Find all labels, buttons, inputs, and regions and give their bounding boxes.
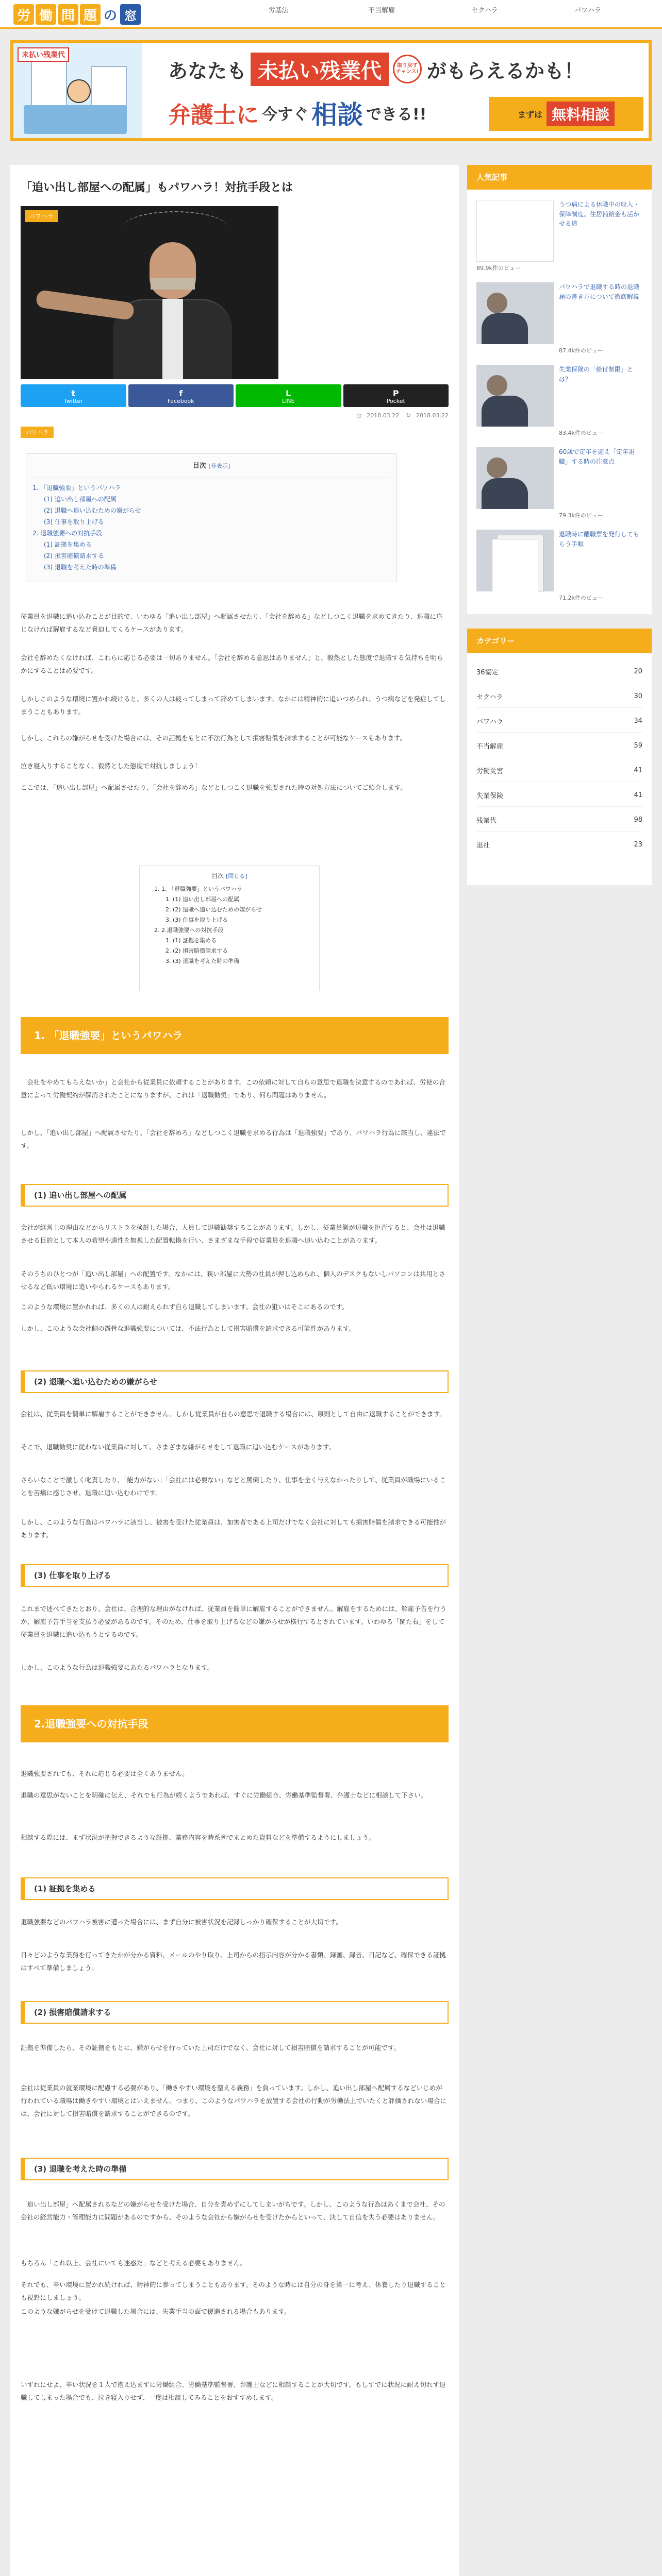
toc-item[interactable]: 2. (2) 退職へ追い込むための嫌がらせ	[166, 906, 262, 913]
page-title: 「追い出し部屋への配属」もパワハラ！対抗手段とは	[21, 181, 293, 194]
category-item[interactable]	[476, 834, 642, 856]
share-buttons	[21, 384, 449, 407]
table-of-contents-secondary	[139, 866, 320, 991]
body-paragraph: これまで述べてきたとおり、会社は、合理的な理由がなければ、従業員を簡単に解雇することができません。解雇をするためには、解雇予告を行うか、解雇予告手当を支払う必要があるのです。そのため、仕事を取り上げるなどの嫌がらせが横行するとされています。いわゆる「閑た右」をして従業員を退職に追い込もうとするのです。	[21, 1605, 446, 1638]
categories-heading: カテゴリー	[467, 629, 652, 653]
nav-item-power-harassment[interactable]: パワハラ	[574, 7, 601, 14]
body-paragraph: しかしこのような環境に置かれ続けると、多くの人は疲ってしまって辞めてしまいます。なかには精神的に追いつめられ、うつ病などを発症してしまうこともあります。	[21, 695, 446, 716]
toc-title: 目次	[211, 872, 224, 879]
popular-post-title[interactable]: 退職時に離職票を発行してもらう手順	[559, 531, 640, 548]
toc-list	[32, 478, 391, 573]
body-paragraph: 退職強要などのパワハラ被害に遭った場合には、まず自分に被害状況を記録しっかり確保することが大切です。	[21, 1918, 343, 1926]
banner-illustration	[13, 43, 142, 138]
popular-post-thumbnail[interactable]	[476, 365, 554, 427]
banner-highlight: 未払い残業代	[251, 53, 389, 86]
post-dates	[21, 412, 449, 421]
toc-item[interactable]: 3. (3) 仕事を取り上げる	[166, 917, 228, 923]
popular-post-views: 71.2k件のビュー	[559, 595, 603, 601]
popular-posts	[467, 190, 652, 614]
category-count: 98	[634, 816, 642, 824]
facebook-share-button[interactable]: f Facebook	[128, 384, 234, 407]
body-paragraph: 退職の意思がないことを明確に伝え、それでも行為が続くようであれば、すぐに労働組合、労働基準監督署、弁護士などに相談して下さい。	[21, 1791, 427, 1799]
popular-post[interactable]	[476, 282, 642, 361]
banner-text: 弁護士に	[168, 102, 259, 128]
category-item[interactable]	[476, 685, 642, 708]
body-paragraph: 会社が経営上の理由などからリストラを検討した場合、人員して退職勧奨することがあります。しかし、従業員側が退職を拒否すると、会社は退職させる目的として本人の希望や適性を無視した配置転換を行い、さまざまな手段で従業員を退職へ追い込むことがあります。	[21, 1224, 445, 1244]
facebook-icon: f	[179, 388, 183, 398]
category-item[interactable]	[476, 710, 642, 733]
twitter-share-button[interactable]: t Twitter	[21, 384, 126, 407]
toc-item[interactable]: 2. (2) 損害賠償請求する	[166, 947, 228, 954]
body-paragraph: しかし、これらの嫌がらせを受けた場合には、その証拠をもとに不法行為として損害賠償を請求することが可能なケースもあります。	[21, 734, 407, 742]
banner-text: 今すぐ	[262, 106, 308, 124]
published-date: 2018.03.22	[367, 412, 400, 419]
body-paragraph: さらいなことで激しく叱責したり、「能力がない」「会社には必要ない」などと罵倒したり、仕事を全く与えなかったりして、従業員が職場にいることを苦痛に感じさせ、退職に追い込むわけです。	[21, 1476, 446, 1497]
consultation-banner[interactable]	[10, 40, 652, 141]
line-share-button[interactable]: L LINE	[236, 384, 341, 407]
body-paragraph: 会社は従業員の就業環境に配慮する必要があり、「働きやすい環境を整える義務」を負っています。しかし、追い出し部屋へ配属するなどいじめが行われている職場は働きやすい環境とはいえません。つまり、このようなパワハラを放置する会社の行動が労働法上でいたくと評価されない場合には、会社に対して損害賠償を請求することができるのです。	[21, 2084, 446, 2117]
toc-item[interactable]: 1. (1) 追い出し部屋への配属	[166, 896, 240, 903]
subsection-heading: (3) 退職を考えた時の準備	[21, 2158, 449, 2180]
category-item[interactable]	[476, 660, 642, 683]
category-name[interactable]: 36協定	[476, 669, 499, 676]
toc-item[interactable]: (1) 追い出し部屋への配属	[44, 496, 117, 503]
body-paragraph: しかし、このような行為はパワハラに該当し、被害を受けた従業員は、加害者である上司だけでなく会社に対しても損害賠償を請求できる可能性があります。	[21, 1518, 446, 1539]
nav-item-labor-law[interactable]: 労基法	[268, 7, 289, 14]
banner-text: あなたも	[168, 59, 247, 82]
body-paragraph: ここでは、「追い出し部屋」へ配属させたり、「会社を辞めろ」などとしつこく退職を強要された時の対処方法についてご紹介します。	[21, 784, 407, 791]
main-content	[10, 165, 459, 2576]
popular-post-views: 79.3k件のビュー	[559, 512, 603, 519]
category-item[interactable]	[476, 784, 642, 807]
banner-tag: 未払い残業代	[18, 47, 69, 62]
body-paragraph: 従業員を退職に追い込むことが目的で、いわゆる「追い出し部屋」へ配属させたり、「会社を辞める」などしつこく退職を求めてきたり、退職に応じなければ解雇するなど脅迫してくるケースがあります。	[21, 613, 443, 633]
category-name[interactable]: 退社	[476, 842, 490, 850]
subsection-heading: (1) 追い出し部屋への配属	[21, 1184, 449, 1207]
toc-item[interactable]: (2) 損害賠償請求する	[44, 552, 104, 560]
banner-text: 相談	[311, 100, 363, 130]
toc-item[interactable]: 1. 「退職強要」というパワハラ	[32, 484, 121, 492]
popular-post[interactable]	[476, 200, 642, 278]
logo-char: 問	[58, 4, 78, 25]
subsection-heading: (2) 退職へ追い込むための嫌がらせ	[21, 1370, 449, 1393]
twitter-icon: t	[71, 388, 76, 398]
pocket-icon: P	[392, 388, 399, 398]
category-count: 41	[634, 791, 642, 799]
category-list	[467, 653, 652, 885]
logo-char: 題	[80, 4, 101, 25]
category-item[interactable]	[476, 735, 642, 757]
body-paragraph: しかし、このような行為は退職強要にあたるパワハラとなります。	[21, 1664, 214, 1671]
category-name[interactable]: 残業代	[476, 817, 497, 825]
eyecatch-category-tag[interactable]: パワハラ	[25, 210, 58, 222]
toc-title: 目次	[192, 462, 206, 470]
popular-post-title[interactable]: 失業保険の「給付制限」とは？	[559, 366, 634, 383]
refresh-icon: ↻	[406, 412, 411, 419]
body-paragraph: 相談する際には、まず状況が把握できるような証拠、業務内容を時系列でまとめた資料などを準備するようにしましょう。	[21, 1834, 375, 1841]
subsection-heading: (2) 損害賠償請求する	[21, 2001, 449, 2024]
popular-post[interactable]	[476, 530, 642, 608]
logo-char: 働	[36, 4, 56, 25]
toc-item[interactable]: (3) 仕事を取り上げる	[44, 518, 104, 526]
banner-text: がもらえるかも！	[427, 59, 584, 82]
popular-post-thumbnail[interactable]	[476, 282, 554, 344]
body-paragraph: 「追い出し部屋」へ配属されるなどの嫌がらせを受けた場合、自分を責めずにしてしまいがちです。しかし、このような行為はあくまで会社、その会社の経営能力・管理能力に問題があるのですから、そのような会社から嫌がらせを受けたからといって、決して自信を失う必要はありません。	[21, 2200, 445, 2221]
category-name[interactable]: 失業保険	[476, 792, 504, 800]
category-name[interactable]: セクハラ	[476, 693, 503, 701]
body-paragraph: 退職強要されても、それに応じる必要は全くありません。	[21, 1770, 189, 1777]
toc-item[interactable]: (2) 退職へ追い込むための嫌がらせ	[44, 507, 141, 514]
category-count: 20	[634, 668, 642, 675]
section-heading: 2.退職強要への対抗手段	[21, 1705, 449, 1742]
table-of-contents	[26, 453, 397, 582]
body-paragraph: もちろん「これ以上、会社にいても迷惑だ」などと考える必要もありません。	[21, 2259, 247, 2267]
free-consult-button[interactable]: まずは 無料相談	[489, 97, 643, 131]
popular-post-thumbnail[interactable]	[476, 200, 554, 262]
toc-item[interactable]: 2. 退職強要への対抗手段	[32, 530, 103, 537]
category-item[interactable]	[476, 759, 642, 782]
logo-char: 窓	[120, 4, 141, 25]
category-name[interactable]: パワハラ	[476, 718, 504, 726]
site-logo[interactable]	[13, 4, 141, 25]
toc-item[interactable]: 1. 1. 「退職強要」というパワハラ	[154, 886, 242, 892]
line-icon: L	[286, 388, 291, 398]
body-paragraph: このような嫌がらせを受けて退職した場合には、失業手当の面で優遇される場合もあります。	[21, 2308, 291, 2315]
popular-post-thumbnail[interactable]	[476, 530, 554, 591]
eyecatch-image	[21, 206, 278, 379]
clock-icon: ◷	[356, 412, 362, 419]
toc-item[interactable]: 2. 2.退職強要への対抗手段	[154, 927, 224, 934]
popular-post-title[interactable]: パワハラで退職する時の退職届の書き方について徹底解説	[559, 283, 640, 300]
logo-char: 労	[13, 4, 34, 25]
category-item[interactable]	[476, 809, 642, 832]
toc-item[interactable]: (1) 証拠を集める	[44, 541, 92, 548]
subsection-heading: (3) 仕事を取り上げる	[21, 1564, 449, 1587]
body-paragraph: 日々どのような業務を行ってきたかが分かる資料、メールのやり取り、上司からの指示内容が分かる書類、録画、録音、日記など、確保できる証拠はすべて準備しましょう。	[21, 1951, 446, 1972]
subsection-heading: (1) 証拠を集める	[21, 1877, 449, 1900]
toc-toggle[interactable]: [閉じる]	[226, 873, 247, 879]
body-paragraph: それでも、辛い環境に置かれ続ければ、精神的に参ってしまうこともあります。そのような時には自分の身を第一に考え、休養したり退職することも視野にしましょう。	[21, 2281, 446, 2301]
category-count: 59	[634, 742, 642, 750]
toc-item[interactable]: (3) 退職を考えた時の準備	[44, 564, 117, 571]
global-nav	[227, 0, 639, 22]
category-name[interactable]: 労働災害	[476, 768, 504, 775]
site-header	[0, 0, 662, 29]
popular-posts-heading: 人気記事	[467, 165, 652, 190]
popular-post-title[interactable]: うつ病による休職中の収入・保障制度。住居補給金も活かせる道	[559, 201, 640, 228]
body-paragraph: そこで、退職勧奨に従わない従業員に対して、さまざまな嫌がらせをして退職に追い込むケースがあります。	[21, 1443, 336, 1451]
nav-item-sexual-harassment[interactable]: セクハラ	[471, 7, 498, 14]
toc-item[interactable]: 1. (1) 証拠を集める	[166, 937, 217, 944]
category-count: 41	[634, 767, 642, 774]
body-paragraph: 「会社をやめてもらえないか」と会社から従業員に依頼することがあります。この依頼に対して自らの意思で退職を決意するのであれば、労使の合意によって労働契約が解消されたことになりますが、これは「退職勧奨」であり、何ら問題はありません。	[21, 1078, 446, 1099]
popular-post-thumbnail[interactable]	[476, 447, 554, 509]
logo-char: の	[103, 8, 117, 24]
popular-post[interactable]	[476, 447, 642, 526]
toc-toggle[interactable]: [非表示]	[208, 463, 230, 469]
body-paragraph: しかし、このような会社側の露骨な退職強要については、不法行為として損害賠償を請求できる可能性があります。	[21, 1325, 355, 1332]
popular-post-views: 89.9k件のビュー	[476, 265, 521, 272]
category-count: 30	[634, 692, 642, 700]
body-paragraph: いずれにせよ、辛い状況を１人で抱え込まずに労働組合、労働基準監督署、弁護士などに相談することが大切です。もしすでに状況に耐え切れず退職してしまった場合でも、泣き寝入りせず、一度は相談してみることをおすすめします。	[21, 2381, 446, 2401]
category-chip[interactable]: パワハラ	[21, 427, 54, 438]
nav-item-unfair-dismissal[interactable]: 不当解雇	[368, 7, 395, 14]
body-paragraph: 会社を辞めたくなければ、これらに応じる必要は一切ありません。「会社を辞める意思はありません」と、毅然とした態度で退職する気持ちを明らかにすることは必要です。	[21, 654, 443, 674]
banner-text: できる!!	[366, 106, 427, 124]
body-paragraph: 泣き寝入りすることなく、毅然とした態度で対抗しましょう！	[21, 762, 201, 770]
body-paragraph: 会社は、従業員を簡単に解雇することができません。しかし従業員が自らの意思で退職する場合には、原則として自由に退職することができます。	[21, 1410, 446, 1418]
section-heading: 1. 「退職強要」というパワハラ	[21, 1017, 449, 1054]
body-paragraph: そのうちのひとつが「追い出し部屋」への配置です。なかには、狭い部屋に大勢の社員が押し込められ、個人のデスクもないしパソコンは共用とさせるなど低い環境に追いやられるケースもあります。	[21, 1270, 445, 1291]
category-name[interactable]: 不当解雇	[476, 743, 504, 751]
category-count: 23	[634, 841, 642, 849]
popular-post-views: 83.4k件のビュー	[559, 430, 603, 436]
banner-stamp: 取り戻す チャンス!	[393, 55, 422, 83]
updated-date: 2018.03.22	[416, 412, 449, 419]
body-paragraph: 証拠を準備したら、その証拠をもとに、嫌がらせを行っていた上司だけでなく、会社に対して損害賠償を請求することが可能です。	[21, 2044, 400, 2052]
category-count: 34	[634, 717, 642, 725]
body-paragraph: このような環境に置かれれば、多くの人は耐えられず自ら退職してしまいます。会社の狙いはそこにあるのです。	[21, 1303, 349, 1311]
pocket-share-button[interactable]: P Pocket	[343, 384, 449, 407]
popular-post[interactable]	[476, 365, 642, 443]
popular-post-title[interactable]: 60歳で定年を迎え「定年退職」する時の注意点	[559, 448, 635, 465]
toc-item[interactable]: 3. (3) 退職を考えた時の準備	[166, 958, 240, 964]
popular-post-views: 87.4k件のビュー	[559, 347, 603, 354]
toc-list	[140, 880, 319, 967]
body-paragraph: しかし、「追い出し部屋」へ配属させたり、「会社を辞めろ」などしつこく退職を求める行為は「退職強要」であり、パワハラ行為に該当し、違法です。	[21, 1129, 446, 1149]
